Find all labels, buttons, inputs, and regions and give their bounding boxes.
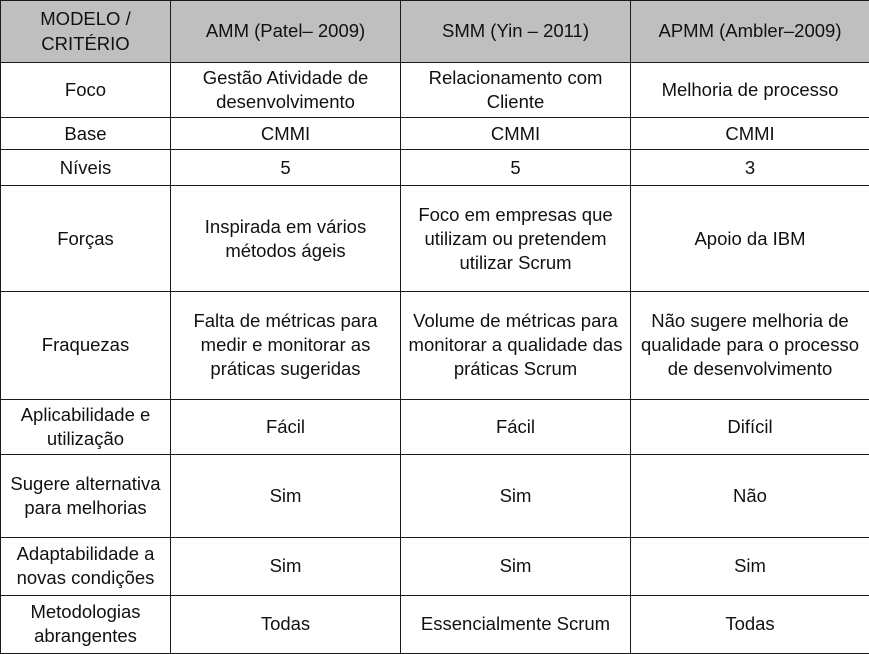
table-row — [1, 595, 869, 653]
value-cell: CMMI — [631, 118, 869, 150]
table-row — [1, 186, 869, 292]
value-cell: Melhoria de processo — [631, 63, 869, 118]
value-cell: Falta de métricas para medir e monitorar as práticas sugeridas — [171, 292, 401, 399]
table-row — [1, 292, 869, 399]
criterion-cell: Adaptabilidade a novas condições — [1, 537, 171, 595]
value-cell: Fácil — [171, 399, 401, 454]
value-cell: Volume de métricas para monitorar a qualidade das práticas Scrum — [401, 292, 631, 399]
value-cell: 3 — [631, 150, 869, 186]
value-cell: 5 — [401, 150, 631, 186]
criterion-cell: Aplicabilidade e utilização — [1, 399, 171, 454]
criterion-cell: Foco — [1, 63, 171, 118]
value-cell: Sim — [401, 454, 631, 537]
value-cell: Todas — [631, 595, 869, 653]
value-cell: Gestão Atividade de desenvolvimento — [171, 63, 401, 118]
table-row — [1, 537, 869, 595]
value-cell: Inspirada em vários métodos ágeis — [171, 186, 401, 292]
value-cell: Relacionamento com Cliente — [401, 63, 631, 118]
header-model-amm: AMM (Patel– 2009) — [171, 1, 401, 63]
value-cell: Fácil — [401, 399, 631, 454]
value-cell: Sim — [171, 454, 401, 537]
table-body — [1, 63, 869, 654]
table-row — [1, 118, 869, 150]
criterion-cell: Sugere alternativa para melhorias — [1, 454, 171, 537]
value-cell: Não sugere melhoria de qualidade para o processo de desenvolvimento — [631, 292, 869, 399]
value-cell: Essencialmente Scrum — [401, 595, 631, 653]
header-row — [1, 1, 869, 63]
value-cell: Todas — [171, 595, 401, 653]
value-cell: Sim — [401, 537, 631, 595]
value-cell: CMMI — [401, 118, 631, 150]
header-criterion: MODELO / CRITÉRIO — [1, 1, 171, 63]
table-row — [1, 399, 869, 454]
criterion-cell: Fraquezas — [1, 292, 171, 399]
criterion-cell: Forças — [1, 186, 171, 292]
value-cell: Sim — [171, 537, 401, 595]
value-cell: Apoio da IBM — [631, 186, 869, 292]
table-row — [1, 454, 869, 537]
value-cell: CMMI — [171, 118, 401, 150]
header-model-smm: SMM (Yin – 2011) — [401, 1, 631, 63]
table-row — [1, 150, 869, 186]
value-cell: Não — [631, 454, 869, 537]
value-cell: Foco em empresas que utilizam ou pretendem utilizar Scrum — [401, 186, 631, 292]
header-model-apmm: APMM (Ambler–2009) — [631, 1, 869, 63]
table-header — [1, 1, 869, 63]
criterion-cell: Níveis — [1, 150, 171, 186]
table-row — [1, 63, 869, 118]
criterion-cell: Metodologias abrangentes — [1, 595, 171, 653]
value-cell: Difícil — [631, 399, 869, 454]
value-cell: Sim — [631, 537, 869, 595]
criterion-cell: Base — [1, 118, 171, 150]
value-cell: 5 — [171, 150, 401, 186]
